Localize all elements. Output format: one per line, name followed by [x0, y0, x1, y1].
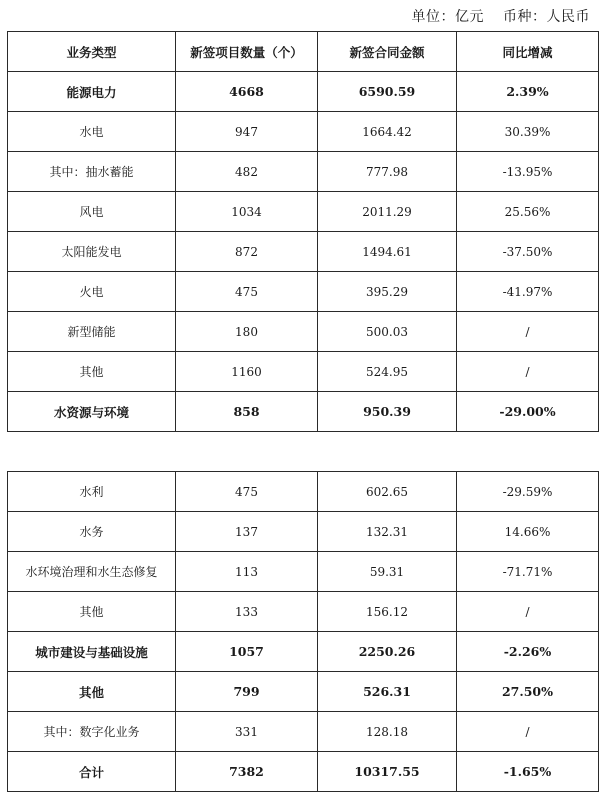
cell-contract-amount: 10317.55 — [318, 752, 457, 792]
cell-business-type: 水利 — [8, 472, 176, 512]
cell-yoy-change: 14.66% — [457, 512, 599, 552]
cell-contract-amount: 777.98 — [318, 152, 457, 192]
cell-yoy-change: -41.97% — [457, 272, 599, 312]
cell-contract-amount: 156.12 — [318, 592, 457, 632]
cell-contract-amount: 524.95 — [318, 352, 457, 392]
cell-business-type: 水务 — [8, 512, 176, 552]
cell-business-type: 其中：抽水蓄能 — [8, 152, 176, 192]
table-row — [8, 272, 599, 312]
cell-project-count: 137 — [176, 512, 318, 552]
unit-label: 单位：亿元 — [411, 9, 485, 25]
cell-yoy-change: -1.65% — [457, 752, 599, 792]
cell-business-type: 其他 — [8, 672, 176, 712]
cell-project-count: 4668 — [176, 72, 318, 112]
cell-yoy-change: / — [457, 712, 599, 752]
cell-contract-amount: 950.39 — [318, 392, 457, 432]
cell-project-count: 1160 — [176, 352, 318, 392]
cell-project-count: 1034 — [176, 192, 318, 232]
cell-business-type: 新型储能 — [8, 312, 176, 352]
cell-yoy-change: -2.26% — [457, 632, 599, 672]
table-row — [8, 512, 599, 552]
table-row-category — [8, 672, 599, 712]
cell-contract-amount: 59.31 — [318, 552, 457, 592]
table-row — [8, 312, 599, 352]
cell-contract-amount: 602.65 — [318, 472, 457, 512]
cell-business-type: 城市建设与基础设施 — [8, 632, 176, 672]
cell-business-type: 风电 — [8, 192, 176, 232]
cell-contract-amount: 526.31 — [318, 672, 457, 712]
header-yoy-change: 同比增减 — [457, 32, 599, 72]
currency-label: 币种：人民币 — [503, 9, 590, 25]
cell-project-count: 858 — [176, 392, 318, 432]
cell-business-type: 火电 — [8, 272, 176, 312]
header-project-count: 新签项目数量（个） — [176, 32, 318, 72]
contracts-table — [7, 31, 599, 792]
table-header-row — [8, 32, 599, 72]
cell-project-count: 947 — [176, 112, 318, 152]
cell-yoy-change: / — [457, 312, 599, 352]
cell-contract-amount: 2011.29 — [318, 192, 457, 232]
table-row — [8, 192, 599, 232]
cell-project-count: 113 — [176, 552, 318, 592]
cell-project-count: 475 — [176, 472, 318, 512]
table-section-gap — [8, 432, 599, 472]
cell-yoy-change: -71.71% — [457, 552, 599, 592]
cell-project-count: 482 — [176, 152, 318, 192]
cell-yoy-change: -29.00% — [457, 392, 599, 432]
cell-contract-amount: 395.29 — [318, 272, 457, 312]
cell-business-type: 其他 — [8, 592, 176, 632]
cell-project-count: 331 — [176, 712, 318, 752]
cell-contract-amount: 1494.61 — [318, 232, 457, 272]
header-contract-amount: 新签合同金额 — [318, 32, 457, 72]
table-row-category — [8, 632, 599, 672]
cell-project-count: 7382 — [176, 752, 318, 792]
cell-contract-amount: 500.03 — [318, 312, 457, 352]
cell-yoy-change: -29.59% — [457, 472, 599, 512]
cell-business-type: 水资源与环境 — [8, 392, 176, 432]
table-row — [8, 712, 599, 752]
table-row-category — [8, 72, 599, 112]
cell-project-count: 180 — [176, 312, 318, 352]
table-row — [8, 232, 599, 272]
cell-yoy-change: -37.50% — [457, 232, 599, 272]
cell-yoy-change: 2.39% — [457, 72, 599, 112]
cell-yoy-change: -13.95% — [457, 152, 599, 192]
table-row-category — [8, 752, 599, 792]
cell-business-type: 能源电力 — [8, 72, 176, 112]
cell-project-count: 475 — [176, 272, 318, 312]
cell-business-type: 水电 — [8, 112, 176, 152]
cell-business-type: 太阳能发电 — [8, 232, 176, 272]
cell-project-count: 799 — [176, 672, 318, 712]
cell-contract-amount: 1664.42 — [318, 112, 457, 152]
table-row — [8, 592, 599, 632]
cell-business-type: 合计 — [8, 752, 176, 792]
cell-yoy-change: / — [457, 592, 599, 632]
table-row — [8, 352, 599, 392]
cell-business-type: 其中：数字化业务 — [8, 712, 176, 752]
cell-contract-amount: 132.31 — [318, 512, 457, 552]
table-body — [8, 72, 599, 792]
cell-yoy-change: / — [457, 352, 599, 392]
table-row — [8, 152, 599, 192]
header-business-type: 业务类型 — [8, 32, 176, 72]
cell-yoy-change: 30.39% — [457, 112, 599, 152]
unit-line — [412, 6, 590, 26]
cell-project-count: 1057 — [176, 632, 318, 672]
cell-contract-amount: 2250.26 — [318, 632, 457, 672]
table-row — [8, 112, 599, 152]
cell-business-type: 其他 — [8, 352, 176, 392]
cell-yoy-change: 27.50% — [457, 672, 599, 712]
section-gap-cell — [8, 432, 599, 472]
cell-contract-amount: 6590.59 — [318, 72, 457, 112]
cell-business-type: 水环境治理和水生态修复 — [8, 552, 176, 592]
table-row — [8, 472, 599, 512]
table-row — [8, 552, 599, 592]
cell-project-count: 872 — [176, 232, 318, 272]
cell-yoy-change: 25.56% — [457, 192, 599, 232]
cell-project-count: 133 — [176, 592, 318, 632]
cell-contract-amount: 128.18 — [318, 712, 457, 752]
table-row-category — [8, 392, 599, 432]
